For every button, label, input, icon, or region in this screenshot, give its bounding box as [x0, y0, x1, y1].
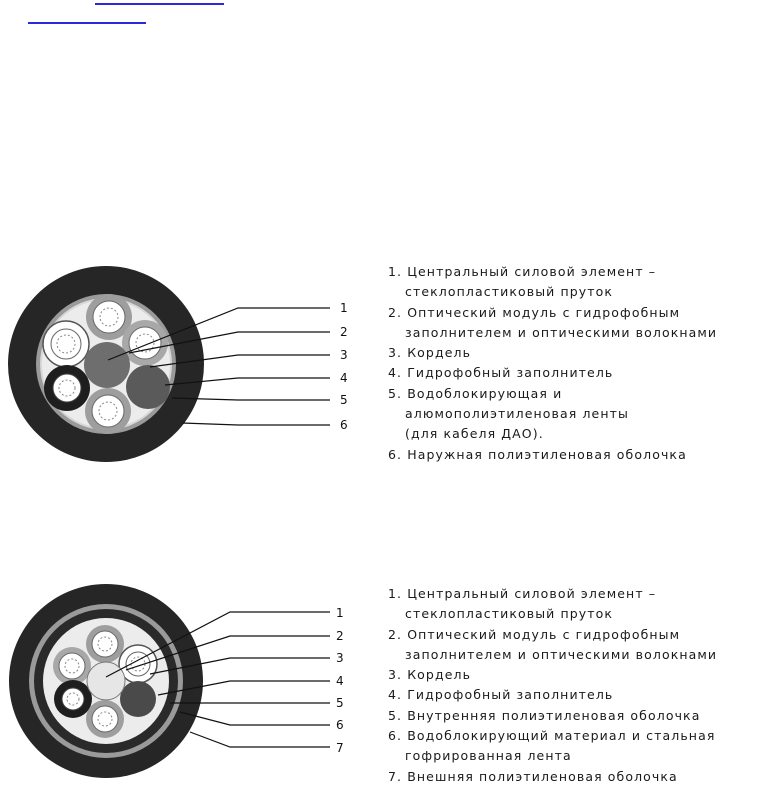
legend-line: стеклопластиковый пруток — [405, 606, 614, 622]
legend-line: 6. Водоблокирующий материал и стальная — [388, 728, 716, 744]
callout-label: 2 — [336, 629, 344, 643]
callout-label: 5 — [336, 696, 344, 710]
callout-labels — [336, 606, 344, 755]
link-underline-1[interactable] — [95, 3, 224, 5]
callout-label: 2 — [340, 325, 348, 339]
legend-line: 7. Внешняя полиэтиленовая оболочка — [388, 768, 678, 784]
callout-label: 1 — [336, 606, 344, 620]
legend-line: гофрированная лента — [405, 748, 572, 764]
legend-line: 2. Оптический модуль с гидрофобным — [388, 304, 681, 320]
legend-cable-2 — [388, 584, 780, 787]
legend-line: (для кабеля ДАО). — [405, 426, 544, 442]
callout-label: 6 — [336, 718, 344, 732]
optical-module — [86, 625, 124, 663]
callout-label: 4 — [336, 674, 344, 688]
optical-module — [43, 321, 89, 367]
legend-line: 3. Кордель — [388, 345, 472, 361]
callout-label: 5 — [340, 393, 348, 407]
legend-line: алюмополиэтиленовая ленты — [405, 406, 629, 422]
callout-label: 4 — [340, 371, 348, 385]
legend-cable-1 — [388, 262, 780, 465]
optical-module-dark — [54, 680, 92, 718]
optical-module — [85, 388, 131, 434]
callout-label: 3 — [340, 348, 348, 362]
optical-module-dark — [44, 365, 90, 411]
cordel — [126, 365, 170, 409]
callout-label: 1 — [340, 301, 348, 315]
legend-line: 2. Оптический модуль с гидрофобным — [388, 626, 681, 642]
legend-line: 3. Кордель — [388, 667, 472, 683]
callout-label: 6 — [340, 418, 348, 432]
cordel — [120, 681, 156, 717]
optical-module — [53, 647, 91, 685]
central-strength-member — [84, 342, 130, 388]
legend-line: заполнителем и оптическими волокнами — [405, 324, 718, 340]
legend-line: 5. Водоблокирующая и — [388, 385, 563, 401]
callout-label: 7 — [336, 741, 344, 755]
legend-line: 4. Гидрофобный заполнитель — [388, 365, 614, 381]
callout-labels — [340, 301, 348, 432]
central-strength-member — [87, 662, 125, 700]
legend-line: стеклопластиковый пруток — [405, 284, 614, 300]
legend-line: 1. Центральный силовой элемент – — [388, 264, 657, 279]
callout-label: 3 — [336, 651, 344, 665]
legend-line: 5. Внутренняя полиэтиленовая оболочка — [388, 707, 701, 723]
legend-line: 6. Наружная полиэтиленовая оболочка — [388, 446, 687, 462]
legend-line: 4. Гидрофобный заполнитель — [388, 687, 614, 703]
link-underline-2[interactable] — [28, 22, 146, 24]
optical-module — [86, 700, 124, 738]
legend-line: заполнителем и оптическими волокнами — [405, 646, 718, 662]
legend-line: 1. Центральный силовой элемент – — [388, 586, 657, 601]
